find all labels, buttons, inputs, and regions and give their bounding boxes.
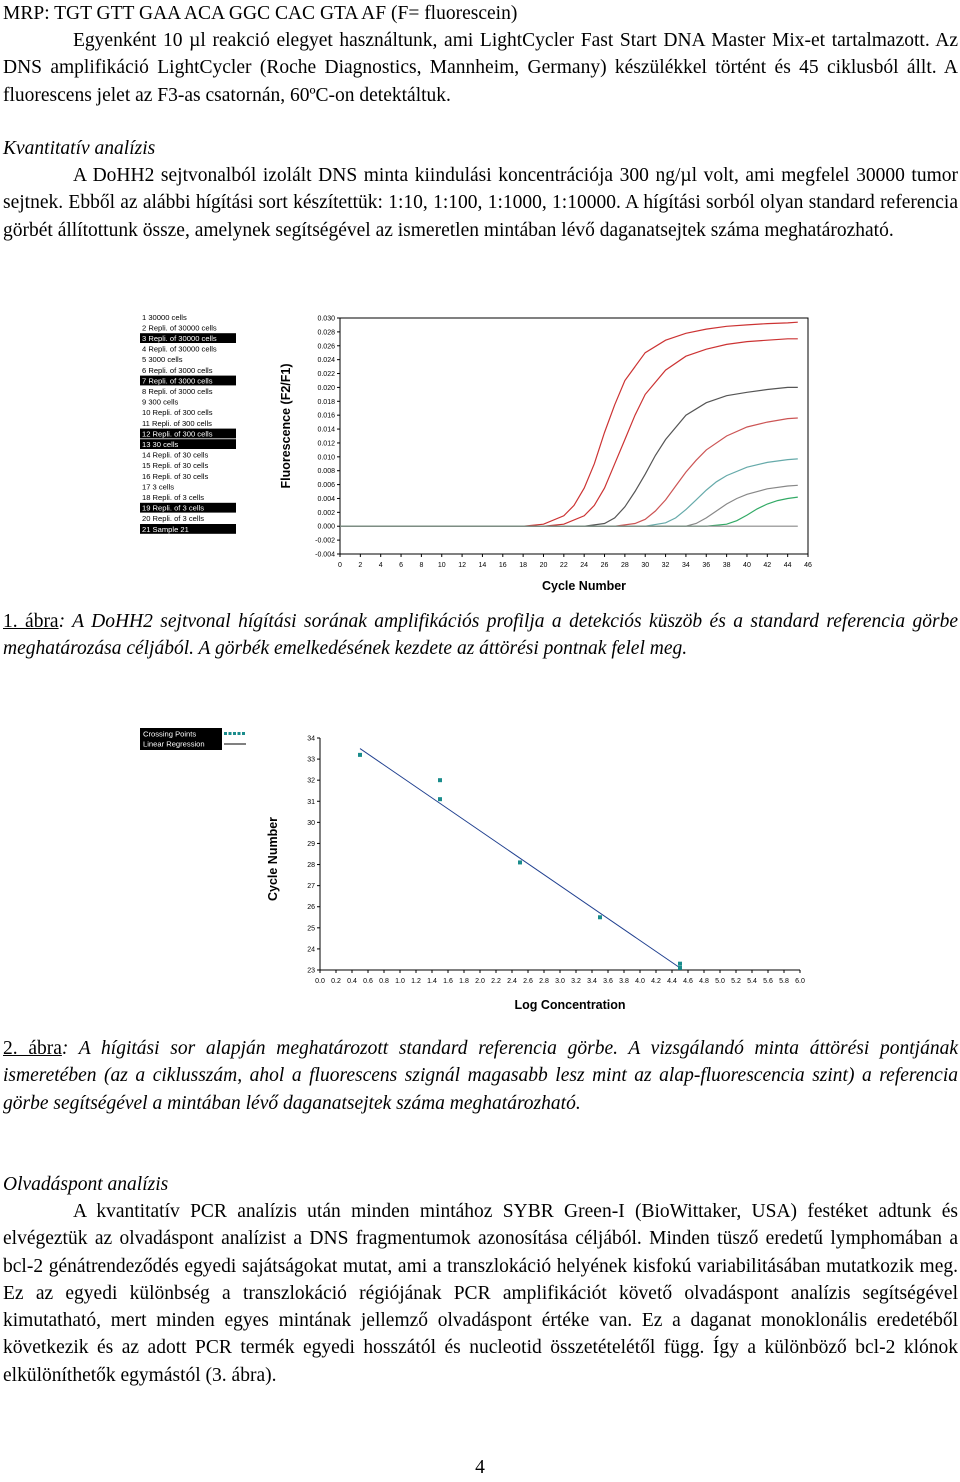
legend-dot-marker: [242, 732, 245, 735]
legend-dot-marker: [229, 732, 232, 735]
figure-2-label: 2. ábra: [3, 1038, 62, 1059]
figure-1-label: 1. ábra: [3, 611, 59, 632]
legend-item: 21 Sample 21: [142, 524, 189, 534]
x-tick-label: 40: [743, 562, 751, 569]
x-tick-label: 2.0: [475, 978, 485, 985]
amplification-curve-1: [340, 322, 798, 526]
y-tick-label: 26: [307, 904, 315, 912]
legend-item: 3 Repli. of 30000 cells: [142, 334, 217, 343]
x-tick-label: 1.0: [395, 978, 405, 985]
x-tick-label: 44: [783, 562, 792, 569]
x-tick-label: 2.6: [523, 978, 533, 985]
x-tick-label: 4.6: [683, 978, 693, 985]
legend-item: 18 Repli. of 3 cells: [142, 493, 205, 502]
heading-quantitative-analysis: Kvantitatív analízis: [3, 138, 156, 159]
x-tick-label: 34: [682, 562, 690, 569]
legend-item: 15 Repli. of 30 cells: [142, 461, 209, 471]
x-tick-label: 24: [580, 562, 589, 569]
legend-item: 4 Repli. of 30000 cells: [142, 344, 217, 354]
x-axis-label: Log Concentration: [514, 998, 626, 1012]
x-tick-label: 2.4: [507, 978, 517, 985]
y-tick-label: 0.004: [317, 495, 335, 503]
x-tick-label: 20: [539, 562, 548, 569]
x-tick-label: 36: [702, 562, 711, 569]
legend-item: Crossing Points: [143, 729, 197, 739]
y-tick-label: -0.002: [315, 537, 335, 545]
x-tick-label: 2.8: [539, 978, 549, 985]
x-tick-label: 26: [600, 562, 609, 569]
figure-1-caption-text: : A DoHH2 sejtvonal hígítási sorának amplifikációs profilja a detekciós küszöb és a standard referencia görbe meghatározása céljából. A görbék emelkedésének kezdete az áttörési pontnak felel meg.: [3, 611, 958, 660]
legend-item: 6 Repli. of 3000 cells: [142, 365, 213, 375]
x-tick-label: 1.6: [443, 978, 453, 985]
amplification-curve-5: [340, 459, 798, 526]
paragraph-melting: A kvantitatív PCR analízis után minden mintához SYBR Green-I (BioWittaker, USA) festéket adtunk és elvégeztük az olvadáspont analízist a DNS fragmentumok azonosítása céljából. Minden tüsző eredetű lymphomában a bcl-2 génátrendeződés egyedi sajátságokat mutat, ami a transzlokáció helyének kisfokú variabilitásában mutatkozik meg. Ez az egyedi különbség a transzlokáció régiójának PCR amplifikációt követő olvadáspont analízis segítségével kimutatható, mert minden egyes mintának jellemző olvadáspont értéke van. Ez a daganat monoklonális eredetéből következik és az adott PCR termék egyedi hosszától és nucleotid összetételétől függ. Így a különböző bcl-2 klónok elkülöníthetők egymástól (3. ábra).: [3, 1201, 958, 1386]
x-tick-label: 0.8: [379, 978, 389, 985]
y-tick-label: 32: [307, 777, 315, 785]
crossing-point: [598, 915, 602, 919]
y-tick-label: 29: [307, 840, 315, 848]
x-tick-label: 2.2: [491, 978, 501, 985]
crossing-point: [678, 966, 682, 970]
y-tick-label: 28: [307, 862, 315, 870]
figure-2-caption-text: : A hígitási sor alapján meghatározott standard referencia görbe. A vizsgálandó minta áttörési pontjának ismeretében (az a ciklusszám, ahol a fluorescens szignál magasabb lesz mint az alap-fluorescencia szint) a referencia görbe segítségével a mintában lévő daganatsejtek száma meghatározható.: [3, 1038, 958, 1114]
y-axis-label: Cycle Number: [266, 816, 280, 902]
y-tick-label: 30: [307, 819, 315, 827]
x-tick-label: 4.0: [635, 978, 645, 985]
x-tick-label: 5.0: [715, 978, 725, 985]
primer-line: MRP: TGT GTT GAA ACA GGC CAC GTA AF (F= fluorescein): [3, 3, 518, 24]
x-tick-label: 18: [519, 562, 528, 569]
x-tick-label: 28: [620, 562, 629, 569]
y-tick-label: 0.028: [317, 329, 335, 337]
y-tick-label: 0.010: [317, 454, 335, 462]
y-tick-label: 0.008: [317, 468, 335, 476]
x-tick-label: 1.8: [459, 978, 469, 985]
legend-item: 14 Repli. of 30 cells: [142, 450, 209, 460]
figure-1-amplification-chart: [135, 308, 825, 598]
x-tick-label: 38: [722, 562, 731, 569]
x-tick-label: 12: [458, 562, 466, 569]
x-tick-label: 0.0: [315, 978, 325, 985]
x-tick-label: 1.2: [411, 978, 421, 985]
y-tick-label: 0.024: [317, 357, 335, 365]
legend-item: 19 Repli. of 3 cells: [142, 503, 205, 513]
x-tick-label: 6: [399, 562, 403, 569]
legend-dot-marker: [233, 732, 236, 735]
amplification-curve-2: [340, 339, 798, 526]
paragraph-methods: Egyenként 10 µl reakció elegyet használtunk, ami LightCycler Fast Start DNA Master Mix-et tartalmazott. Az DNS amplifikáció LightCycler (Roche Diagnostics, Mannheim, Germany) készülékkel történt és 45 ciklusból állt. A fluorescens jelet az F3-as csatornán, 60ºC-on detektáltuk.: [3, 30, 958, 106]
y-tick-label: 34: [307, 735, 315, 743]
crossing-point: [678, 962, 682, 966]
x-tick-label: 4.2: [651, 978, 661, 985]
x-tick-label: 0.6: [363, 978, 373, 985]
figure-2-standard-curve-chart: [135, 724, 825, 1014]
legend-item: 11 Repli. of 300 cells: [142, 418, 212, 428]
x-tick-label: 3.6: [603, 978, 613, 985]
x-tick-label: 14: [478, 562, 487, 569]
x-tick-label: 32: [661, 562, 670, 569]
y-tick-label: 0.016: [317, 412, 335, 420]
y-tick-label: 25: [307, 925, 315, 933]
crossing-point: [438, 778, 442, 782]
x-tick-label: 4.4: [667, 978, 677, 985]
legend-dot-marker: [238, 732, 241, 735]
y-tick-label: 0.026: [317, 343, 335, 351]
y-tick-label: 0.030: [317, 315, 335, 323]
x-tick-label: 22: [559, 562, 568, 569]
y-tick-label: 0.002: [317, 509, 335, 517]
legend-item: 7 Repli. of 3000 cells: [142, 376, 213, 386]
y-axis-label: Fluorescence (F2/F1): [279, 363, 293, 489]
y-tick-label: 31: [307, 798, 315, 806]
legend-item: Linear Regression: [143, 739, 205, 749]
y-tick-label: 0.018: [317, 398, 335, 406]
legend-item: 9 300 cells: [142, 397, 179, 407]
y-tick-label: 27: [307, 883, 315, 891]
x-tick-label: 4.8: [699, 978, 709, 985]
x-tick-label: 42: [763, 562, 772, 569]
legend-item: 10 Repli. of 300 cells: [142, 408, 213, 418]
x-tick-label: 46: [804, 562, 812, 569]
x-tick-label: 0: [338, 562, 342, 569]
x-tick-label: 3.0: [555, 978, 565, 985]
x-tick-label: 6.0: [795, 978, 805, 985]
crossing-point: [358, 753, 362, 757]
x-tick-label: 5.2: [731, 978, 741, 985]
y-tick-label: 23: [307, 967, 315, 975]
plot-frame: [340, 318, 808, 554]
x-tick-label: 0.4: [347, 978, 357, 985]
regression-line: [360, 749, 680, 968]
x-tick-label: 3.2: [571, 978, 581, 985]
y-tick-label: 0.020: [317, 384, 335, 392]
y-tick-label: 24: [307, 946, 315, 954]
figure-2-caption: [3, 1035, 958, 1117]
y-tick-label: 0.000: [317, 523, 335, 531]
standard-curve-plot: [135, 724, 825, 1014]
legend-item: 17 3 cells: [142, 482, 175, 492]
figure-1-caption: [3, 608, 958, 663]
legend-item: 5 3000 cells: [142, 355, 183, 365]
x-tick-label: 5.4: [747, 978, 757, 985]
legend-item: 20 Repli. of 3 cells: [142, 514, 205, 524]
crossing-point: [518, 860, 522, 864]
x-tick-label: 4: [378, 562, 383, 569]
legend-item: 13 30 cells: [142, 440, 179, 449]
legend-item: 16 Repli. of 30 cells: [142, 471, 209, 481]
y-tick-label: 0.014: [317, 426, 335, 434]
crossing-point: [438, 797, 442, 801]
x-tick-label: 0.2: [331, 978, 341, 985]
x-tick-label: 5.6: [763, 978, 773, 985]
paragraph-quantitative: A DoHH2 sejtvonalból izolált DNS minta kiindulási koncentrációja 300 ng/µl volt, ami megfelel 30000 tumor sejtnek. Ebből az alábbi hígítási sort készítettük: 1:10, 1:100, 1:1000, 1:10000. A hígítási sorból olyan standard referencia görbét állítottunk össze, amelynek segítségével az ismeretlen mintában lévő daganatsejtek száma meghatározható.: [3, 165, 958, 241]
legend-item: 1 30000 cells: [142, 312, 187, 322]
page-number: 4: [475, 1457, 485, 1478]
x-axis-label: Cycle Number: [541, 579, 627, 593]
x-tick-label: 2: [358, 562, 363, 569]
amplification-plot: [135, 308, 825, 598]
x-tick-label: 5.8: [779, 978, 789, 985]
amplification-curve-6: [340, 485, 798, 526]
x-tick-label: 1.4: [427, 978, 437, 985]
y-tick-label: 0.006: [317, 482, 335, 490]
y-tick-label: 0.022: [317, 371, 335, 379]
amplification-curve-3: [340, 387, 798, 526]
x-tick-label: 3.4: [587, 978, 597, 985]
x-tick-label: 10: [437, 562, 446, 569]
x-tick-label: 30: [641, 562, 650, 569]
x-tick-label: 8: [419, 562, 424, 569]
legend-item: 2 Repli. of 30000 cells: [142, 323, 217, 333]
y-tick-label: 33: [307, 756, 315, 764]
x-tick-label: 16: [498, 562, 507, 569]
legend-dot-marker: [224, 732, 227, 735]
legend-item: 8 Repli. of 3000 cells: [142, 387, 213, 396]
heading-melting-point-analysis: Olvadáspont analízis: [3, 1174, 169, 1195]
y-tick-label: 0.012: [317, 440, 335, 448]
y-tick-label: -0.004: [315, 551, 335, 559]
x-tick-label: 3.8: [619, 978, 629, 985]
legend-item: 12 Repli. of 300 cells: [142, 429, 213, 439]
